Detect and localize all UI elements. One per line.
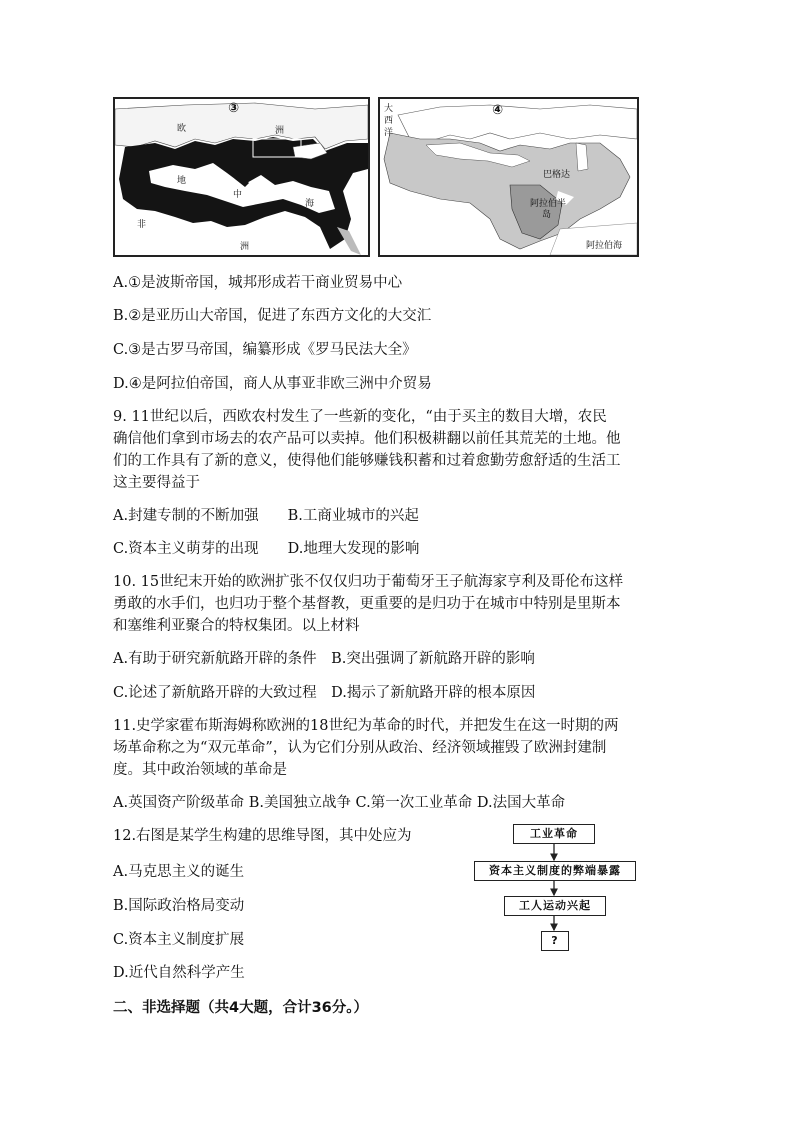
q11-stem-line-1: 11.史学家霍布斯海姆称欧洲的18世纪为革命的时代，并把发生在这一时期的两 xyxy=(113,718,619,734)
q10-options-row-1: A.有助于研究新航路开辟的条件 B.突出强调了新航路开辟的影响 xyxy=(113,651,535,667)
q9-stem-line-2: 确信他们拿到市场去的农产品可以卖掉。他们积极耕翻以前任其荒芜的土地。他 xyxy=(113,431,621,447)
map4-label-arabia1: 阿拉伯半 xyxy=(530,199,567,209)
map3-label-eu2: 洲 xyxy=(275,126,285,136)
q12-option-d: D.近代自然科学产生 xyxy=(113,965,245,981)
q9-options-row-1: A.封建专制的不断加强 B.工商业城市的兴起 xyxy=(113,508,419,524)
map-roman-empire-drawing xyxy=(115,99,368,255)
q11-options-row: A.英国资产阶级革命 B.美国独立战争 C.第一次工业革命 D.法国大革命 xyxy=(113,795,566,811)
q8-option-b: B.②是亚历山大帝国，促进了东西方文化的大交汇 xyxy=(113,308,432,324)
q10-options-row-2: C.论述了新航路开辟的大致过程 D.揭示了新航路开辟的根本原因 xyxy=(113,685,536,701)
map-arab-empire-drawing xyxy=(380,99,637,255)
q8-option-c: C.③是古罗马帝国，编纂形成《罗马民法大全》 xyxy=(113,342,417,358)
map3-label-fei: 非 xyxy=(137,220,147,230)
q9-stem-line-1: 9. 11世纪以后，西欧农村发生了一些新的变化，“由于买主的数目大增，农民 xyxy=(113,409,607,425)
map3-label-di: 地 xyxy=(177,176,187,186)
map3-label-zhong: 中 xyxy=(233,190,243,200)
section-2-heading: 二、非选择题（共4大题，合计36分。） xyxy=(113,1000,369,1016)
q12-mind-map xyxy=(466,822,646,952)
q12-option-c: C.资本主义制度扩展 xyxy=(113,932,245,948)
q12-option-a: A.马克思主义的诞生 xyxy=(113,864,245,880)
map3-label-zhou: 洲 xyxy=(240,242,250,252)
map4-label-arabian-sea: 阿拉伯海 xyxy=(586,241,623,251)
map4-label-yang: 洋 xyxy=(384,128,394,138)
flow-box-question: ? xyxy=(541,931,569,951)
q12-option-b: B.国际政治格局变动 xyxy=(113,898,245,914)
flow-box-capitalism-flaws: 资本主义制度的弊端暴露 xyxy=(474,861,636,881)
map4-label-arabia2: 岛 xyxy=(542,210,552,220)
map-roman-empire xyxy=(113,97,370,257)
q9-stem-line-3: 们的工作具有了新的意义，使得他们能够赚钱积蓄和过着愈勤劳愈舒适的生活工 xyxy=(113,453,621,469)
map3-label-eu1: 欧 xyxy=(177,124,187,134)
map3-label-hai: 海 xyxy=(305,199,315,209)
q8-option-a: A.①是波斯帝国，城邦形成若干商业贸易中心 xyxy=(113,275,403,291)
map3-number: ③ xyxy=(228,101,240,116)
q10-stem-line-2: 勇敢的水手们，也归功于整个基督教，更重要的是归功于在城市中特别是里斯本 xyxy=(113,596,621,612)
q9-options-row-2: C.资本主义萌芽的出现 D.地理大发现的影响 xyxy=(113,541,420,557)
flow-box-labor-movement: 工人运动兴起 xyxy=(504,896,606,916)
map4-label-baghdad: 巴格达 xyxy=(543,170,571,180)
q10-stem-line-3: 和塞维利亚聚合的特权集团。以上材料 xyxy=(113,618,360,634)
map4-label-xi: 西 xyxy=(384,116,394,126)
q11-stem-line-2: 场革命称之为“双元革命”，认为它们分别从政治、经济领域摧毁了欧洲封建制 xyxy=(113,740,607,756)
q8-option-d: D.④是阿拉伯帝国，商人从事亚非欧三洲中介贸易 xyxy=(113,376,432,392)
q9-stem-line-4: 这主要得益于 xyxy=(113,475,200,491)
q12-stem: 12.右图是某学生构建的思维导图，其中处应为 xyxy=(113,828,412,844)
map4-label-da: 大 xyxy=(384,104,394,114)
q11-stem-line-3: 度。其中政治领域的革命是 xyxy=(113,762,287,778)
map-arab-empire xyxy=(378,97,639,257)
q10-stem-line-1: 10. 15世纪末开始的欧洲扩张不仅仅归功于葡萄牙王子航海家亨利及哥伦布这样 xyxy=(113,574,624,590)
map4-number: ④ xyxy=(492,103,504,118)
flow-box-industrial-revolution: 工业革命 xyxy=(513,824,595,844)
